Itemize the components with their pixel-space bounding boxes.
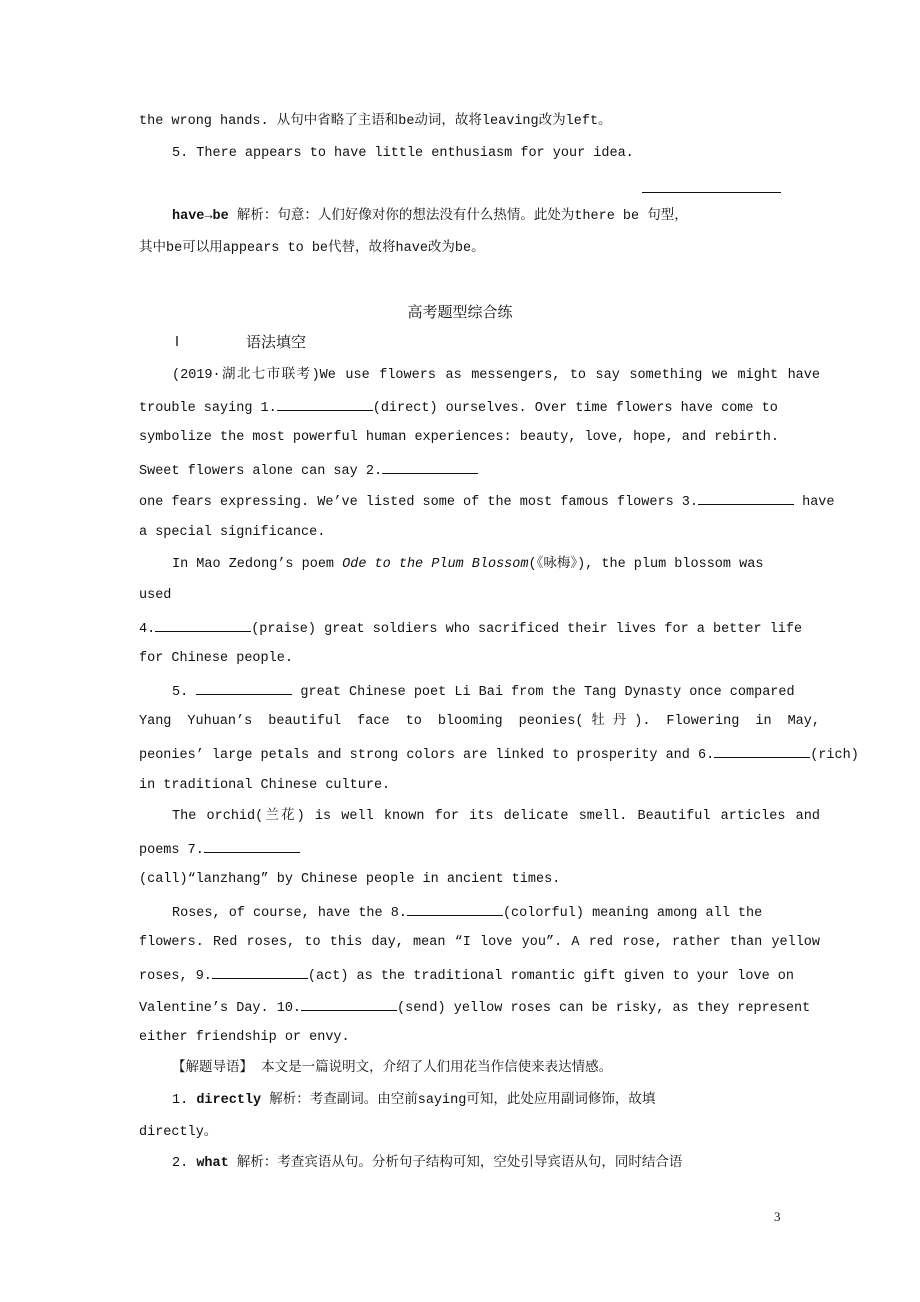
text: in traditional Chinese culture.	[139, 778, 391, 793]
blank-8	[407, 903, 503, 916]
answer: directly	[196, 1093, 262, 1108]
text: have	[794, 495, 835, 510]
text: great Chinese poet Li Bai from the Tang Dynasty once compared	[292, 685, 795, 700]
text: used	[139, 588, 172, 603]
text: for Chinese people.	[139, 651, 293, 666]
passage-line	[139, 1029, 350, 1047]
blank-5	[196, 682, 292, 695]
answer-2	[172, 1155, 682, 1173]
answer-1	[172, 1092, 655, 1110]
text: trouble saying 1.	[139, 401, 277, 416]
text: (direct) ourselves. Over time flowers have come to	[372, 401, 778, 416]
explanation: 解析：考查副词。由空前saying可知，此处应用副词修饰，故填	[261, 1093, 656, 1108]
blank-6	[714, 745, 810, 758]
text: 5.	[172, 685, 197, 700]
text: (《咏梅》), the plum blossom was	[528, 557, 764, 572]
text: Sweet flowers alone can say 2.	[139, 464, 383, 479]
text: the wrong hands. 从句中省略了主语和be动词，故将leaving改为left。	[139, 114, 612, 129]
passage-line	[139, 429, 779, 447]
poem-title: Ode to the Plum Blossom	[342, 557, 529, 572]
text: (rich)	[810, 748, 859, 763]
passage-line	[139, 934, 820, 952]
explanation: 解析：考查宾语从句。分析句子结构可知，空处引导宾语从句，同时结合语	[228, 1156, 683, 1171]
passage-line	[172, 682, 795, 702]
text: peonies’ large petals and strong colors are linked to prosperity and 6.	[139, 748, 715, 763]
blank-3	[698, 492, 794, 505]
section-heading: 语法填空	[246, 335, 307, 352]
text: (call)“lanzhang” by Chinese people in ancient times.	[139, 872, 561, 887]
text: 4.	[139, 622, 156, 637]
guide-line	[172, 1060, 612, 1078]
text: 5. There appears to have little enthusiasm for your idea.	[172, 146, 634, 161]
text: (send) yellow roses can be risky, as they represent	[397, 1001, 811, 1016]
passage-line	[139, 398, 778, 418]
text: 其中be可以用appears to be代替，故将have改为be。	[139, 241, 485, 256]
blank-2	[382, 461, 478, 474]
text: The orchid(兰花) is well known for its delicate smell. Beautiful articles and	[172, 809, 820, 824]
text: (2019·湖北七市联考)We use flowers as messengers, to say something we might have	[172, 368, 820, 383]
blank-1	[277, 398, 373, 411]
text: one fears expressing. We’ve listed some of the most famous flowers 3.	[139, 495, 698, 510]
blank-7	[204, 840, 300, 853]
text: 1.	[172, 1093, 197, 1108]
passage-line	[139, 840, 300, 860]
text: Yang Yuhuan’s beautiful face to blooming peonies(牡丹). Flowering in May,	[139, 714, 820, 729]
section-title: 高考题型综合练	[407, 305, 513, 322]
text: 2.	[172, 1156, 197, 1171]
text-line	[139, 113, 612, 131]
answer-blank	[642, 192, 781, 193]
passage-line	[139, 998, 810, 1018]
passage-line	[139, 461, 478, 481]
answer-5	[172, 208, 688, 226]
text: either friendship or envy.	[139, 1030, 350, 1045]
text: flowers. Red roses, to this day, mean “I love you”. A red rose, rather than yellow	[139, 935, 820, 950]
blank-10	[301, 998, 397, 1011]
text: directly。	[139, 1125, 218, 1140]
text: (colorful) meaning among all the	[502, 906, 763, 921]
passage-line	[172, 367, 820, 385]
passage-line	[139, 650, 293, 668]
passage-line	[139, 587, 171, 605]
answer: have→be	[172, 209, 229, 224]
text: (praise) great soldiers who sacrificed their lives for a better life	[251, 622, 803, 637]
passage-line	[139, 966, 794, 986]
passage-line	[172, 556, 763, 574]
passage-line	[139, 713, 820, 731]
text: (act) as the traditional romantic gift given to your love on	[307, 969, 795, 984]
text: poems 7.	[139, 843, 204, 858]
blank-9	[212, 966, 308, 979]
text: roses, 9.	[139, 969, 212, 984]
page-number: 3	[774, 1209, 781, 1224]
passage-line	[139, 777, 390, 795]
explanation: 解析：句意：人们好像对你的想法没有什么热情。此处为there be 句型，	[228, 209, 688, 224]
passage-line	[139, 745, 859, 765]
passage-line	[172, 808, 820, 826]
text: In Mao Zedong’s poem	[172, 557, 343, 572]
blank-4	[155, 619, 251, 632]
text: 本文是一篇说明文，介绍了人们用花当作信使来表达情感。	[253, 1061, 613, 1076]
text-line	[139, 240, 485, 258]
question-5	[172, 145, 634, 163]
guide-label: 【解题导语】	[172, 1061, 253, 1076]
section-numeral: Ⅰ	[175, 336, 179, 351]
passage-line	[139, 871, 560, 889]
passage-line	[139, 619, 802, 639]
text: Valentine’s Day. 10.	[139, 1001, 302, 1016]
answer: what	[196, 1156, 229, 1171]
passage-line	[172, 903, 762, 923]
text: symbolize the most powerful human experiences: beauty, love, hope, and rebirth.	[139, 430, 780, 445]
text-line	[139, 1124, 217, 1142]
text: Roses, of course, have the 8.	[172, 906, 407, 921]
passage-line	[139, 524, 325, 542]
passage-line	[139, 492, 835, 512]
text: a special significance.	[139, 525, 326, 540]
